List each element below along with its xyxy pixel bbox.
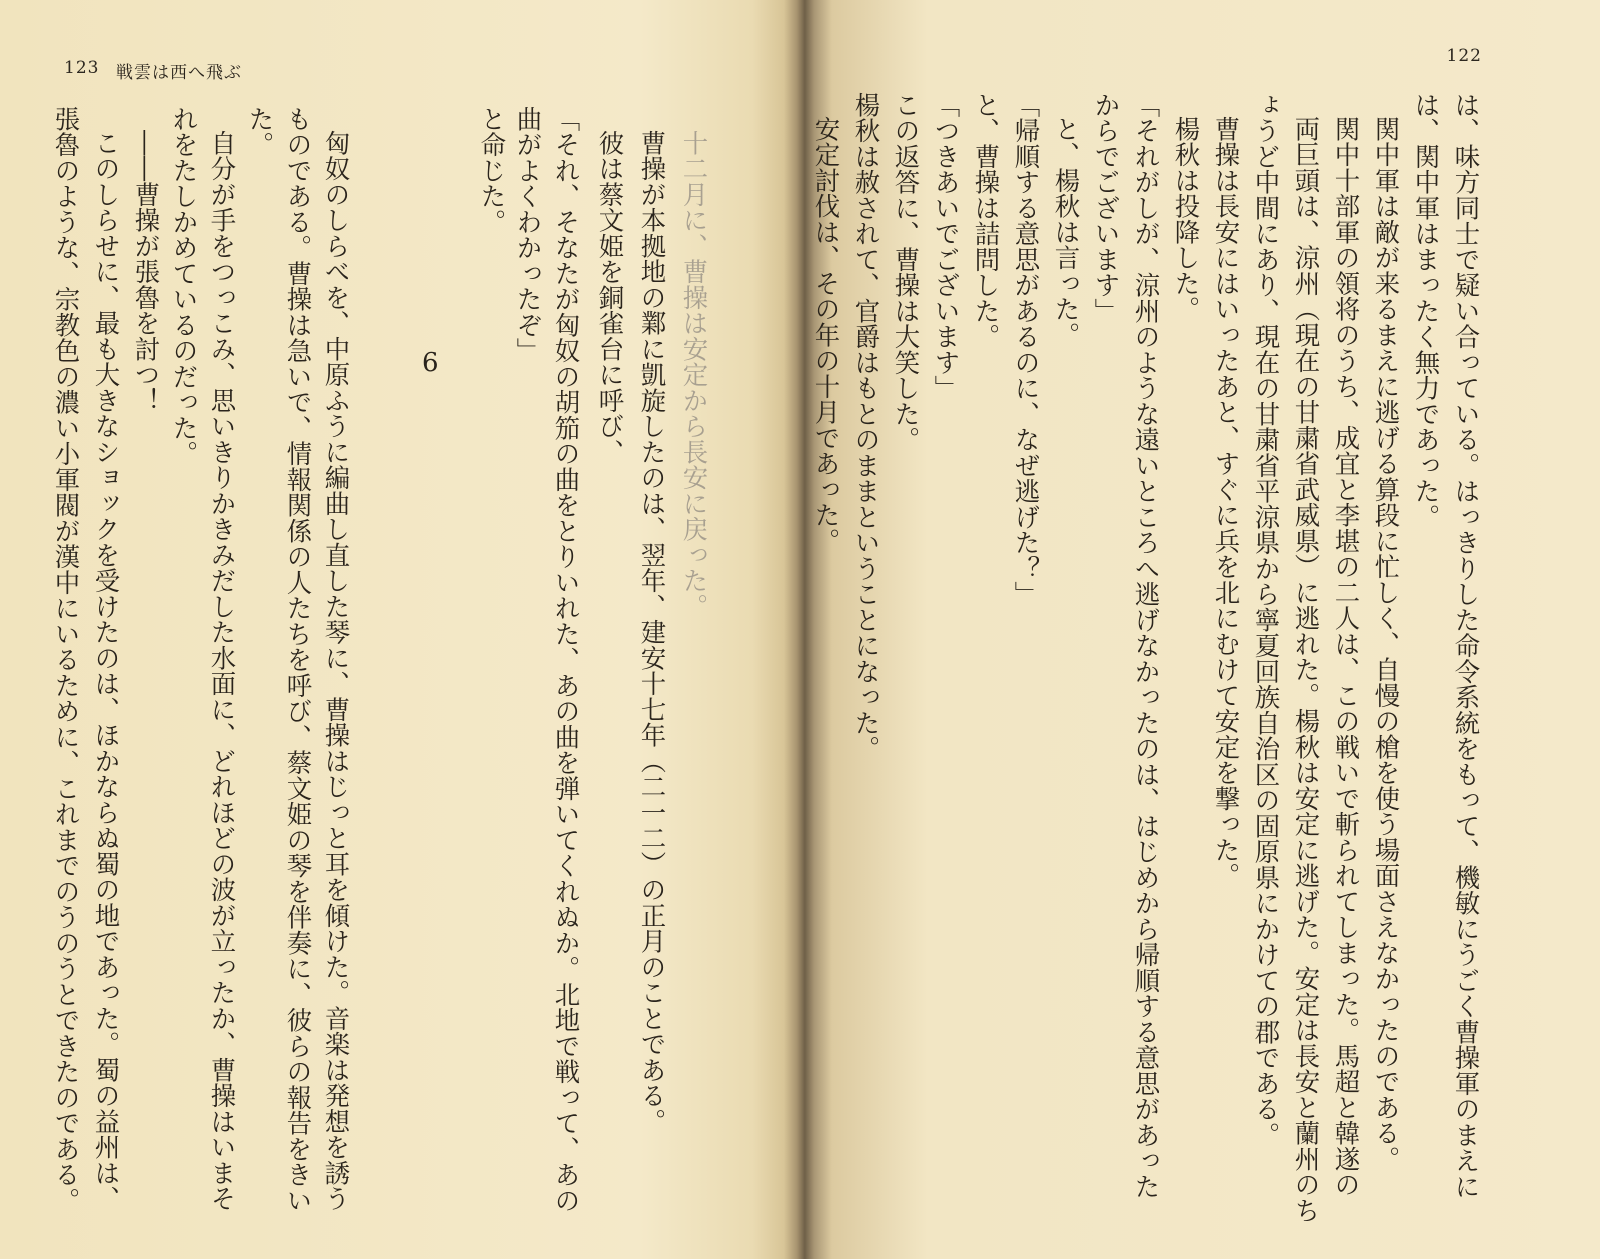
text-column: 楊秋は投降した。	[1171, 116, 1202, 322]
text-column: 曹操が本拠地の鄴に凱旋したのは、翌年、建安十七年（二一二）の正月のことである。	[637, 130, 668, 1135]
right-page	[800, 0, 1600, 1259]
text-column: は、関中軍はまったく無力であった。	[1411, 92, 1442, 530]
section-number: 6	[422, 348, 439, 378]
text-column: 曲がよくわかったぞ」	[513, 106, 544, 364]
text-column: 「それがしが、涼州のような遠いところへ逃げなかったのは、はじめから帰順する意思があった	[1131, 92, 1162, 1200]
text-column: 楊秋は赦されて、官爵はもとのままということになった。	[851, 92, 882, 762]
text-column: は、味方同士で疑い合っている。はっきりした命令系統をもって、機敏にうごく曹操軍のまえに	[1451, 92, 1482, 1200]
text-column: れをたしかめているのだった。	[169, 106, 200, 467]
text-column: ょうど中間にあり、現在の甘粛省平涼県から寧夏回族自治区の固原県にかけての郡である。	[1251, 92, 1282, 1148]
text-column: と、楊秋は言った。	[1051, 116, 1082, 348]
text-column: と、曹操は詰問した。	[971, 92, 1002, 350]
text-column: 関中十部軍の領将のうち、成宜と李堪の二人は、この戦いで斬られてしまった。馬超と韓遂の	[1331, 116, 1362, 1198]
running-head: 戦雲は西へ飛ぶ	[116, 63, 242, 83]
text-column: 「それ、そなたが匈奴の胡笳の曲をとりいれた、あの曲を弾いてくれぬか。北地で戦って、あの	[551, 106, 582, 1214]
page-number-right: 122	[1446, 46, 1482, 66]
text-column: 匈奴のしらべを、中原ふうに編曲し直した琴に、曹操はじっと耳を傾けた。音楽は発想を誘う	[321, 130, 352, 1212]
text-column: このしらせに、最も大きなショックを受けたのは、ほかならぬ蜀の地であった。蜀の益州は、	[91, 130, 122, 1212]
left-page	[0, 0, 790, 1259]
text-column: 安定討伐は、その年の十月であった。	[811, 116, 842, 554]
text-column: からでございます」	[1091, 92, 1122, 324]
text-column: ものである。曹操は急いで、情報関係の人たちを呼び、蔡文姫の琴を伴奏に、彼らの報告をきい	[283, 106, 314, 1214]
text-column: と命じた。	[477, 106, 508, 235]
text-column: 関中軍は敵が来るまえに逃げる算段に忙しく、自慢の槍を使う場面さえなかったのである。	[1371, 116, 1402, 1172]
text-column: この返答に、曹操は大笑した。	[891, 92, 922, 453]
text-column: 十二月に、曹操は安定から長安に戻った。	[679, 130, 710, 620]
text-column: 「つきあいでございます」	[931, 92, 962, 401]
text-column: 彼は蔡文姫を銅雀台に呼び、	[595, 130, 626, 465]
text-column: た。	[245, 106, 276, 158]
text-column: 「帰順する意思があるのに、なぜ逃げた？」	[1011, 92, 1042, 607]
text-column: 曹操は長安にはいったあと、すぐに兵を北にむけて安定を撃った。	[1211, 116, 1242, 889]
text-column: 張魯のような、宗教色の濃い小軍閥が漢中にいるために、これまでのうのうとできたのである。	[51, 106, 82, 1214]
page-number-left: 123	[64, 58, 100, 78]
text-column: 自分が手をつっこみ、思いきりかきみだした水面に、どれほどの波が立ったか、曹操はいまそ	[207, 130, 238, 1212]
text-column: 両巨頭は、涼州（現在の甘粛省武威県）に逃れた。楊秋は安定に逃げた。安定は長安と蘭州のち	[1291, 116, 1322, 1224]
text-column: ――曹操が張魯を討つ！	[131, 130, 162, 414]
